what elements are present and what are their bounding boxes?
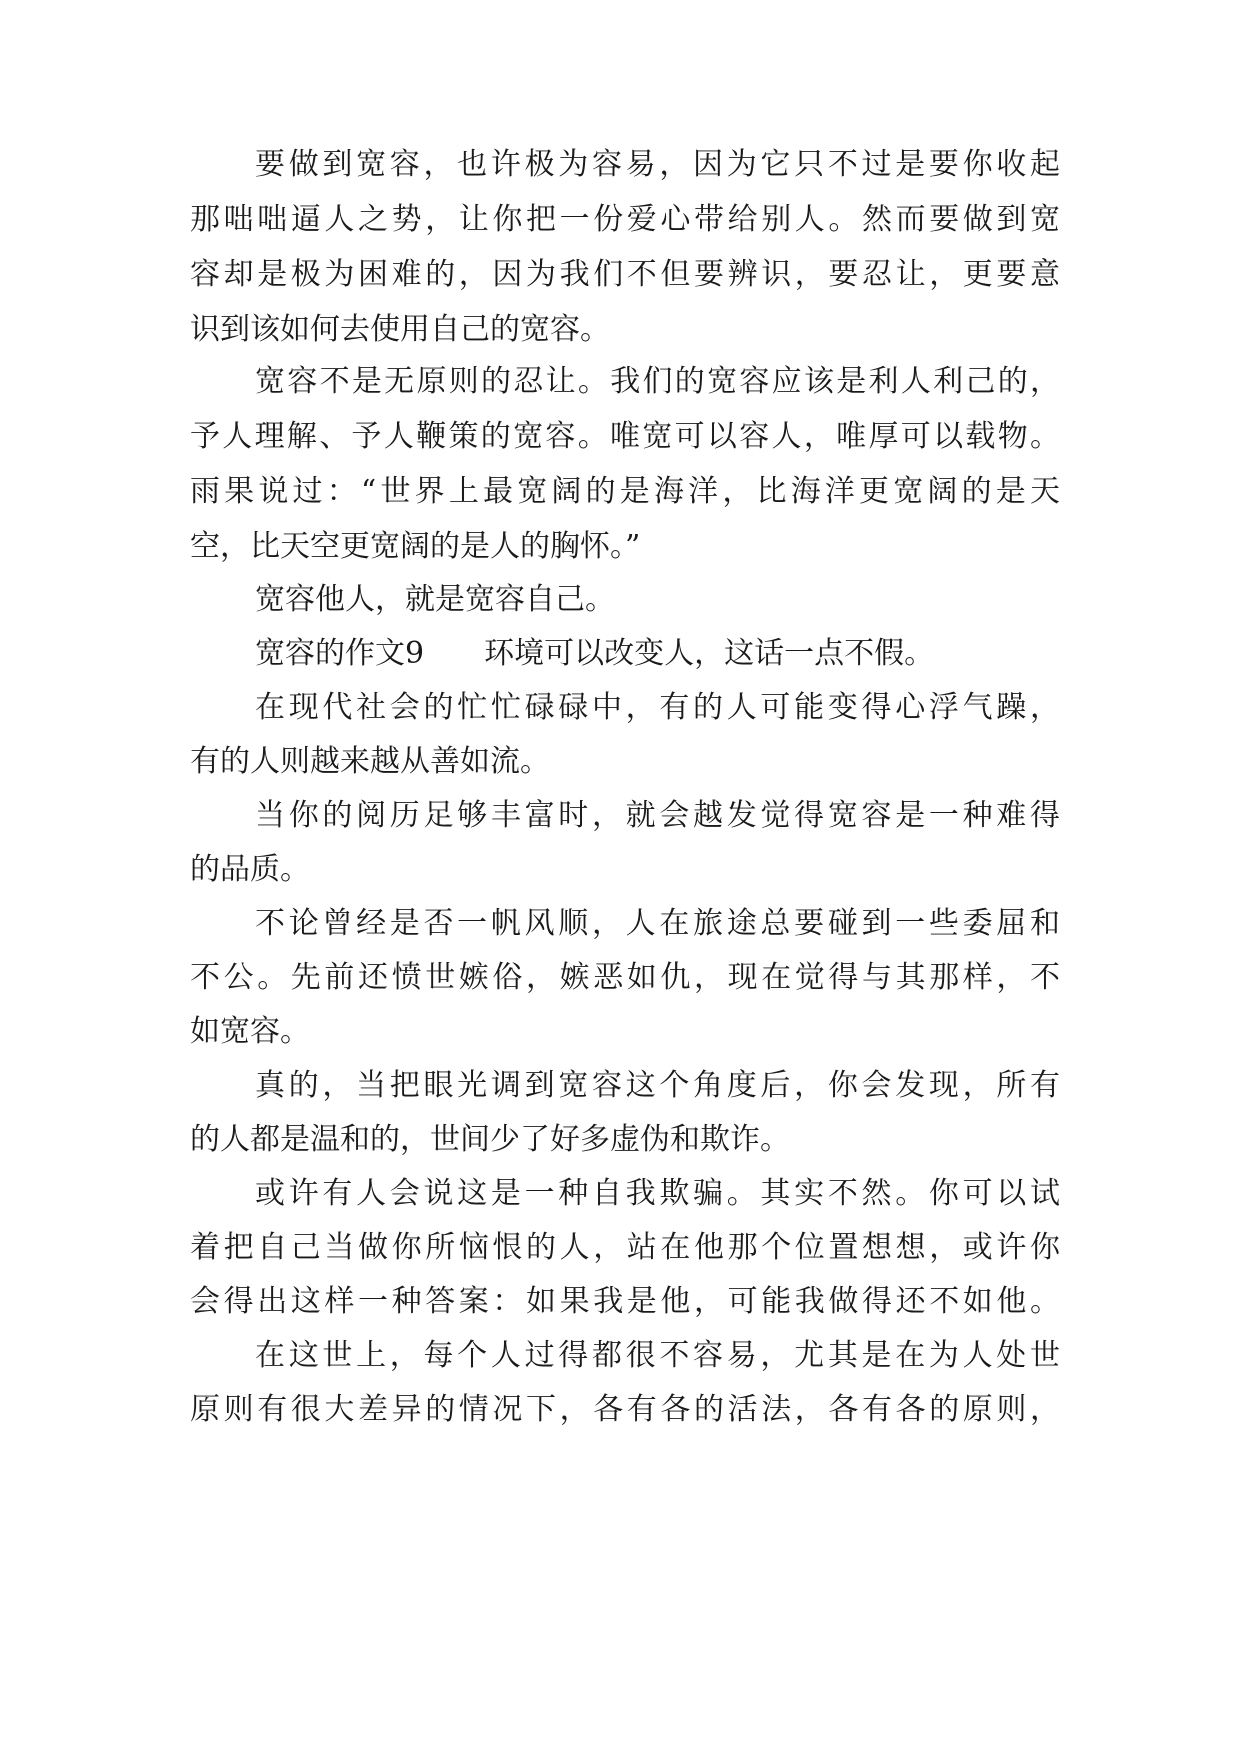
paragraph-9-line-1: 或许有人会说这是一种自我欺骗。其实不然。你可以试 xyxy=(255,1176,1060,1211)
paragraph-2-line-4: 空，比天空更宽阔的是人的胸怀。” xyxy=(190,529,641,564)
paragraph-5-line-2: 有的人则越来越从善如流。 xyxy=(190,744,550,779)
paragraph-1-line-1: 要做到宽容，也许极为容易，因为它只不过是要你收起 xyxy=(255,147,1060,182)
paragraph-5-line-1: 在现代社会的忙忙碌碌中，有的人可能变得心浮气躁， xyxy=(255,690,1060,725)
paragraph-2-line-3: 雨果说过：“世界上最宽阔的是海洋，比海洋更宽阔的是天 xyxy=(190,474,1060,509)
paragraph-9-line-2: 着把自己当做你所恼恨的人，站在他那个位置想想，或许你 xyxy=(190,1230,1060,1265)
paragraph-1-line-2: 那咄咄逼人之势，让你把一份爱心带给别人。然而要做到宽 xyxy=(190,202,1060,237)
paragraph-7-line-2: 不公。先前还愤世嫉俗，嫉恶如仇，现在觉得与其那样，不 xyxy=(190,960,1060,995)
paragraph-6-line-1: 当你的阅历足够丰富时，就会越发觉得宽容是一种难得 xyxy=(255,798,1060,833)
essay-heading: 宽容的作文9 xyxy=(255,636,425,671)
paragraph-10-line-2: 原则有很大差异的情况下，各有各的活法，各有各的原则， xyxy=(190,1392,1060,1427)
paragraph-3-line-1: 宽容他人，就是宽容自己。 xyxy=(255,582,615,617)
paragraph-8-line-2: 的人都是温和的，世间少了好多虚伪和欺诈。 xyxy=(190,1122,790,1157)
paragraph-1-line-4: 识到该如何去使用自己的宽容。 xyxy=(190,312,610,347)
paragraph-8-line-1: 真的，当把眼光调到宽容这个角度后，你会发现，所有 xyxy=(255,1068,1060,1103)
paragraph-10-line-1: 在这世上，每个人过得都很不容易，尤其是在为人处世 xyxy=(255,1338,1060,1373)
paragraph-2-line-2: 予人理解、予人鞭策的宽容。唯宽可以容人，唯厚可以载物。 xyxy=(190,419,1060,454)
paragraph-9-line-3: 会得出这样一种答案：如果我是他，可能我做得还不如他。 xyxy=(190,1284,1060,1319)
paragraph-2-line-1: 宽容不是无原则的忍让。我们的宽容应该是利人利己的， xyxy=(255,364,1060,399)
paragraph-7-line-3: 如宽容。 xyxy=(190,1014,310,1049)
essay-heading-line xyxy=(255,634,1060,674)
paragraph-7-line-1: 不论曾经是否一帆风顺，人在旅途总要碰到一些委屈和 xyxy=(255,906,1060,941)
paragraph-6-line-2: 的品质。 xyxy=(190,852,310,887)
paragraph-4-line-1: 环境可以改变人，这话一点不假。 xyxy=(484,636,935,671)
paragraph-1-line-3: 容却是极为困难的，因为我们不但要辨识，要忍让，更要意 xyxy=(190,257,1060,292)
